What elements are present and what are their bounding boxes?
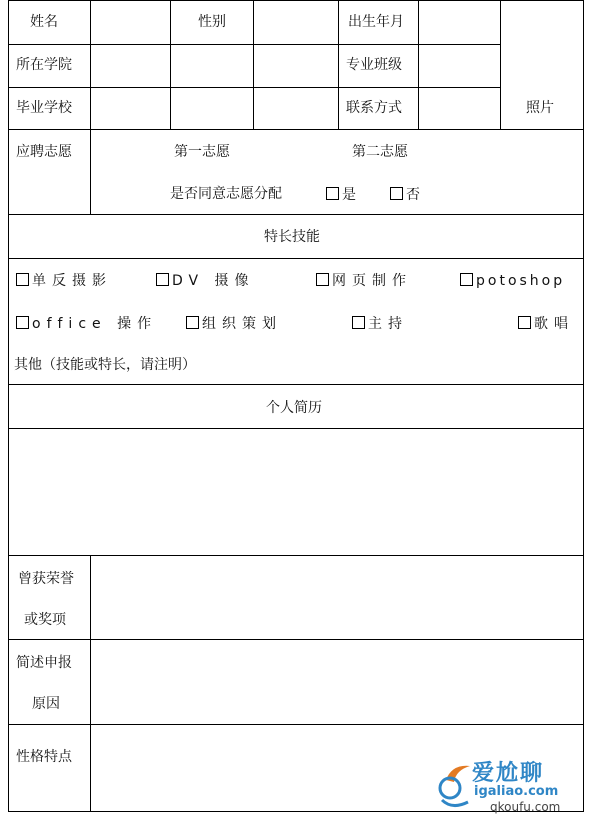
name-label: 姓名 bbox=[30, 14, 58, 30]
skill-option-web-design[interactable]: 网页制作 bbox=[316, 273, 412, 288]
graduation-school-label: 毕业学校 bbox=[16, 100, 72, 116]
skill-option-dv-filming[interactable]: DV 摄像 bbox=[156, 273, 255, 288]
reason-label-line2: 原因 bbox=[32, 696, 60, 712]
skill-option-singing[interactable]: 歌唱 bbox=[518, 316, 574, 331]
assignment-question: 是否同意志愿分配 bbox=[170, 186, 282, 202]
college-field[interactable] bbox=[91, 45, 253, 87]
gender-label: 性别 bbox=[198, 14, 226, 30]
honors-label-line1: 曾获荣誉 bbox=[18, 571, 74, 587]
skill-option-planning[interactable]: 组织策划 bbox=[186, 316, 282, 331]
checkbox-icon[interactable] bbox=[186, 316, 199, 329]
graduation-school-field[interactable] bbox=[91, 88, 253, 129]
resume-header: 个人简历 bbox=[266, 400, 322, 416]
honors-label-line2: 或奖项 bbox=[24, 612, 66, 628]
watermark-logo bbox=[432, 738, 582, 818]
watermark-subtitle: qkoufu.com bbox=[490, 800, 561, 814]
assignment-no-option[interactable]: 否 bbox=[390, 187, 420, 202]
checkbox-icon[interactable] bbox=[518, 316, 531, 329]
other-skills-label: 其他（技能或特长，请注明） bbox=[14, 357, 196, 373]
skill-option-office[interactable]: office 操作 bbox=[16, 316, 157, 331]
contact-field[interactable] bbox=[419, 88, 500, 129]
skill-option-photoshop[interactable]: potoshop bbox=[460, 273, 565, 288]
gender-field[interactable] bbox=[254, 1, 338, 44]
assignment-yes-option[interactable]: 是 bbox=[326, 187, 356, 202]
honors-field[interactable] bbox=[91, 556, 583, 639]
major-class-label: 专业班级 bbox=[346, 57, 402, 73]
checkbox-icon[interactable] bbox=[16, 273, 29, 286]
contact-label: 联系方式 bbox=[346, 100, 402, 116]
skills-header: 特长技能 bbox=[264, 229, 320, 245]
checkbox-icon[interactable] bbox=[460, 273, 473, 286]
resume-field[interactable] bbox=[9, 429, 583, 555]
personality-label: 性格特点 bbox=[16, 749, 72, 765]
birth-date-label: 出生年月 bbox=[348, 14, 404, 30]
preference-label: 应聘志愿 bbox=[16, 144, 72, 160]
birth-date-field[interactable] bbox=[419, 1, 500, 44]
checkbox-icon[interactable] bbox=[16, 316, 29, 329]
reason-field[interactable] bbox=[91, 640, 583, 724]
skill-option-hosting[interactable]: 主持 bbox=[352, 316, 408, 331]
application-form bbox=[8, 0, 584, 812]
checkbox-icon[interactable] bbox=[390, 187, 403, 200]
watermark-title: 爱尬聊 bbox=[472, 761, 545, 786]
checkbox-icon[interactable] bbox=[316, 273, 329, 286]
second-choice-label: 第二志愿 bbox=[352, 144, 408, 160]
skill-option-slr-photography[interactable]: 单反摄影 bbox=[16, 273, 112, 288]
first-choice-label: 第一志愿 bbox=[174, 144, 230, 160]
college-label: 所在学院 bbox=[16, 57, 72, 73]
watermark-url: igaliao.com bbox=[474, 784, 559, 799]
checkbox-icon[interactable] bbox=[326, 187, 339, 200]
reason-label-line1: 简述申报 bbox=[16, 655, 72, 671]
major-class-field[interactable] bbox=[419, 45, 500, 87]
checkbox-icon[interactable] bbox=[352, 316, 365, 329]
checkbox-icon[interactable] bbox=[156, 273, 169, 286]
photo-label: 照片 bbox=[526, 100, 554, 116]
name-field[interactable] bbox=[91, 1, 170, 44]
